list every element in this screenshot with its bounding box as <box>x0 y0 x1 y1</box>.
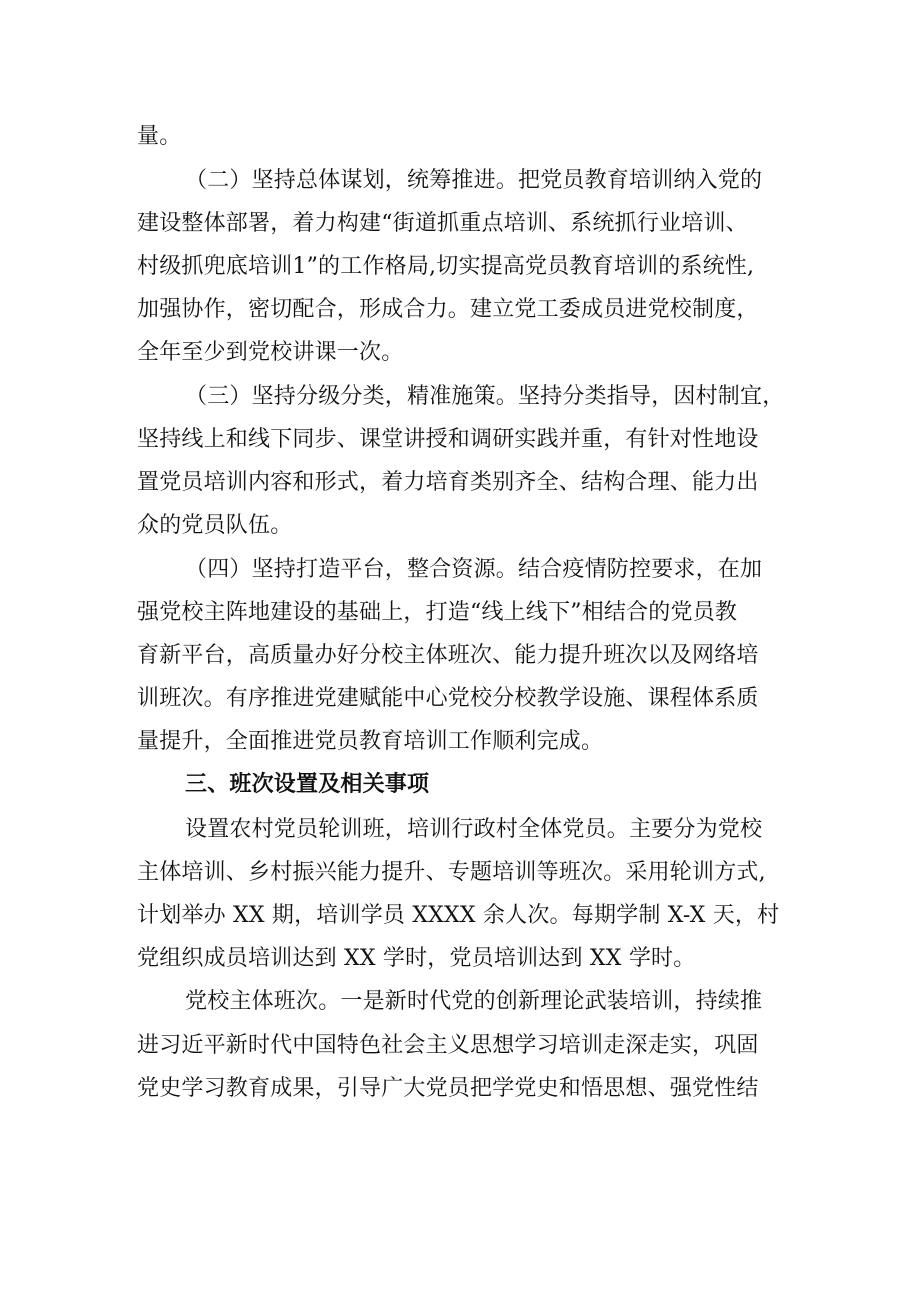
paragraph-2-line: 村级抓兜底培训1”的工作格局,切实提高党员教育培训的系统性, <box>137 254 755 279</box>
paragraph-4-line: 量提升，全面推进党员教育培训工作顺利完成。 <box>137 729 604 754</box>
paragraph-5-line: 设置农村党员轮训班，培训行政村全体党员。主要分为党校 <box>185 817 763 842</box>
section-heading: 三、班次设置及相关事项 <box>185 772 430 797</box>
paragraph-2-line: 建设整体部署，着力构建“街道抓重点培训、系统抓行业培训、 <box>137 211 748 236</box>
paragraph-2-line: （二）坚持总体谋划，统筹推进。把党员教育培训纳入党的 <box>185 168 763 193</box>
paragraph-2-line: 加强协作，密切配合，形成合力。建立党工委成员进党校制度， <box>137 297 759 322</box>
paragraph-2-line: 全年至少到党校讲课一次。 <box>137 340 404 365</box>
paragraph-6-line: 党校主体班次。一是新时代党的创新理论武装培训，持续推 <box>185 989 763 1014</box>
paragraph-6-line: 进习近平新时代中国特色社会主义思想学习培训走深走实，巩固 <box>137 1033 759 1058</box>
paragraph-3-line: （三）坚持分级分类，精准施策。坚持分类指导，因村制宜， <box>185 384 785 409</box>
paragraph-3-line: 置党员培训内容和形式，着力培育类别齐全、结构合理、能力出 <box>137 470 759 495</box>
paragraph-5-line: 党组织成员培训达到 XX 学时，党员培训达到 XX 学时。 <box>137 946 696 971</box>
paragraph-4-line: （四）坚持打造平台，整合资源。结合疫情防控要求，在加 <box>185 557 763 582</box>
text-line: 量。 <box>137 124 182 149</box>
paragraph-4-line: 育新平台，高质量办好分校主体班次、能力提升班次以及网络培 <box>137 643 759 668</box>
paragraph-5-line: 计划举办 XX 期，培训学员 XXXX 余人次。每期学制 X-X 天，村 <box>137 903 780 928</box>
paragraph-6-line: 党史学习教育成果，引导广大党员把学党史和悟思想、强党性结 <box>137 1076 759 1101</box>
paragraph-5-line: 主体培训、乡村振兴能力提升、专题培训等班次。采用轮训方式, <box>137 860 766 885</box>
paragraph-4-line: 训班次。有序推进党建赋能中心党校分校教学设施、课程体系质 <box>137 686 759 711</box>
paragraph-3-line: 众的党员队伍。 <box>137 513 293 538</box>
paragraph-3-line: 坚持线上和线下同步、课堂讲授和调研实践并重，有针对性地设 <box>137 427 759 452</box>
paragraph-4-line: 强党校主阵地建设的基础上，打造“线上线下”相结合的党员教 <box>137 600 738 625</box>
